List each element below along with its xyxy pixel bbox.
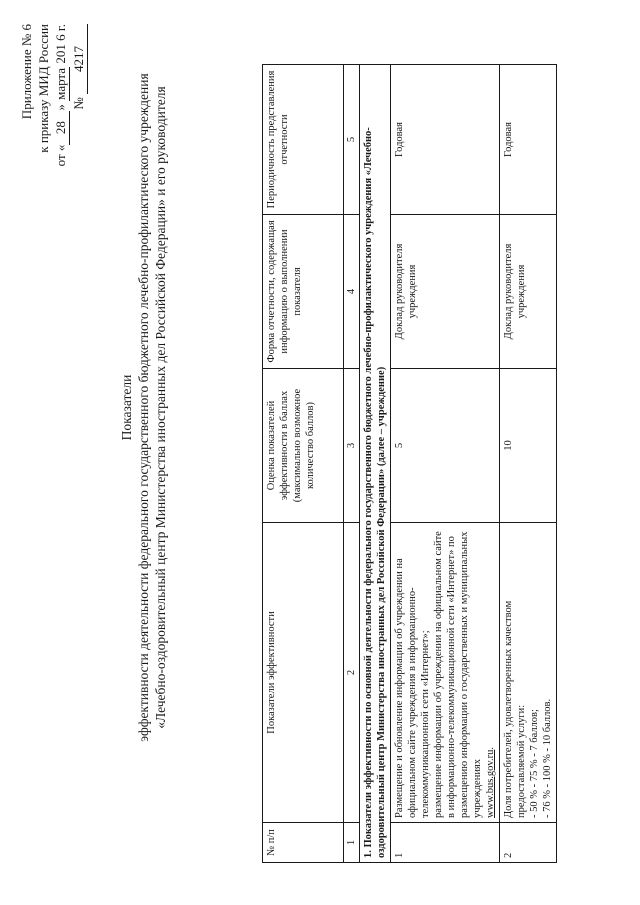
date-day: 28 [52, 111, 70, 145]
section-title: 1. Показатели эффективности по основной деятельности федерального государственного бюджетного лечебно-профилактического учреждения «Лечебно-оздоровительный центр Министерства иностранных дел Российской Федерации» (далее – учреждение) [360, 65, 391, 863]
column-number-row [344, 65, 360, 863]
section-row [360, 65, 391, 863]
table-header-row [263, 65, 344, 863]
row-number: 2 [500, 823, 557, 863]
header-cell: Периодичность представления отчетности [263, 65, 344, 215]
heading-title: Показатели [119, 374, 134, 441]
header-cell: Форма отчетности, содержащая информацию о выполнении показателя [263, 215, 344, 369]
column-number: 5 [344, 65, 360, 215]
column-number: 4 [344, 215, 360, 369]
bus-gov-link[interactable]: www.bus.gov.ru [485, 749, 496, 818]
heading-line-2: эффективности деятельности федерального государственного бюджетного лечебно-профилактического учреждения [136, 73, 151, 742]
order-number: 4217 [70, 24, 88, 94]
column-number: 2 [344, 523, 360, 823]
indicator-cell [500, 523, 557, 823]
indicator-item: - 50 % - 75 % - 7 баллов; [529, 709, 540, 818]
indicators-table [262, 64, 557, 863]
annex-block [18, 24, 88, 234]
header-cell: № п/п [263, 823, 344, 863]
date-month: марта [53, 67, 68, 100]
indicator-item: - 76 % - 100 % - 10 баллов. [542, 698, 553, 818]
indicator-cell: Размещение и обновление информации об учреждении на официальном сайте учреждения в информационно-телекоммуникационной сети «Интернет»; размещение информации об учреждении на официальном сайте в информационно-телекоммуникационной сети «Интернет» по размещению информации о государственных и муниципальных учреждениях www.bus.gov.ru. [391, 523, 500, 823]
header-cell: Оценка показателей эффективности в баллах (максимально возможное количество баллов) [263, 369, 344, 523]
table-row [500, 65, 557, 863]
form-cell: Доклад руководителя учреждения [500, 215, 557, 369]
heading-line-3: «Лечебно-оздоровительный центр Министерства иностранных дел Российской Федерации» и его руководителя [153, 86, 168, 729]
indicator-text: размещение информации об учреждении на официальном сайте в информационно-телекоммуникационной сети «Интернет» по размещению информации о государственных и муниципальных учреждениях [433, 531, 483, 818]
annex-number: Приложение № 6 [19, 24, 34, 120]
annex-date: от «28» марта 201 6 г. [53, 24, 68, 167]
indicator-text: Размещение и обновление информации об учреждении на официальном сайте учреждения в информационно-телекоммуникационной сети «Интернет»; [394, 558, 431, 818]
table-row [391, 65, 500, 863]
document-heading [118, 20, 169, 795]
annex-order-number: № 4217 [70, 24, 88, 234]
column-number: 3 [344, 369, 360, 523]
date-year: 201 6 г. [53, 24, 68, 64]
form-cell: Доклад руководителя учреждения [391, 215, 500, 369]
score-cell: 5 [391, 369, 500, 523]
header-cell: Показатели эффективности [263, 523, 344, 823]
column-number: 1 [344, 823, 360, 863]
period-cell: Годовая [500, 65, 557, 215]
period-cell: Годовая [391, 65, 500, 215]
row-number: 1 [391, 823, 500, 863]
indicator-text: Доля потребителей, удовлетворенных качеством предоставляемой услуги: [503, 600, 527, 818]
score-cell: 10 [500, 369, 557, 523]
annex-order: к приказу МИД России [36, 24, 51, 153]
